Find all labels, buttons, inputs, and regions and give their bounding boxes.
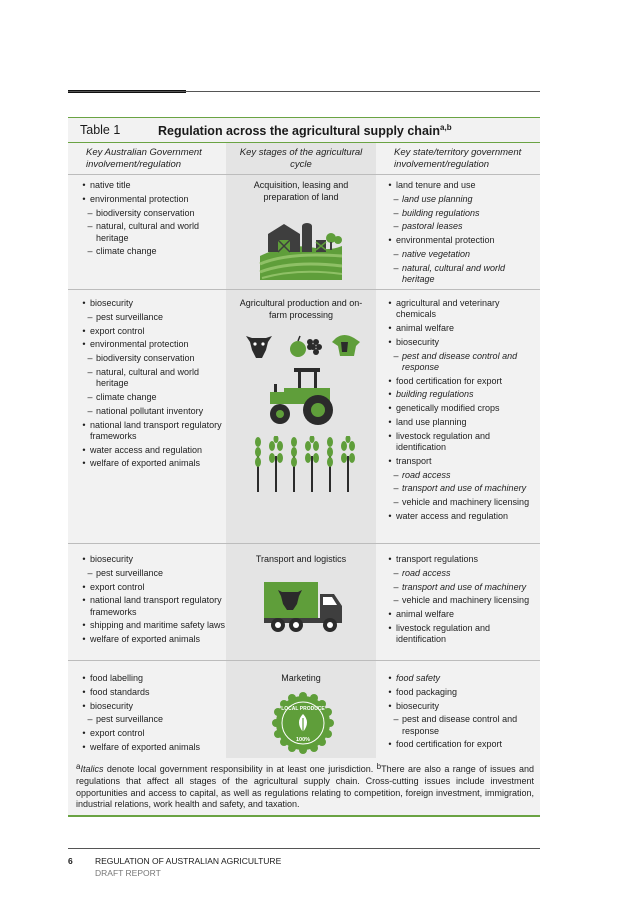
bullet-marker: • <box>388 389 392 400</box>
bullet-text: biosecurity <box>396 700 440 711</box>
sub-bullet-item <box>78 312 228 323</box>
livestock-truck-icon <box>262 578 346 634</box>
dash-marker: – <box>393 469 399 480</box>
sub-bullet-item <box>78 367 228 389</box>
bullet-text: climate change <box>96 246 157 257</box>
dash-marker: – <box>393 207 399 218</box>
bullet-item <box>384 389 540 400</box>
bullet-text: welfare of exported animals <box>90 634 201 645</box>
header-right: Key state/territory government involvement/regulation <box>394 147 522 170</box>
bullet-item <box>384 323 540 334</box>
dash-marker: – <box>393 595 399 606</box>
top-rule <box>68 91 540 92</box>
bullet-marker: • <box>388 554 392 564</box>
bullet-text: natural, cultural and world heritage <box>96 221 200 243</box>
bullet-item <box>78 445 228 456</box>
bullet-item <box>78 673 228 684</box>
bullet-marker: • <box>82 700 86 711</box>
bullet-item <box>384 609 540 620</box>
bullet-text: building regulations <box>402 207 480 218</box>
sub-bullet-item <box>384 351 540 373</box>
bullet-marker: • <box>388 673 392 683</box>
bullet-text: shipping and maritime safety laws <box>90 620 226 631</box>
sub-bullet-item <box>78 208 228 219</box>
table-1 <box>68 117 540 817</box>
sub-bullet-item <box>384 497 540 508</box>
dash-marker: – <box>87 366 93 377</box>
bullet-text: transport regulations <box>396 554 479 564</box>
bullet-marker: • <box>82 634 86 645</box>
sub-bullet-item <box>78 246 228 257</box>
bullet-item <box>384 701 540 712</box>
dash-marker: – <box>87 246 93 257</box>
dash-marker: – <box>87 311 93 322</box>
dash-marker: – <box>393 567 399 578</box>
tractor-icon <box>264 364 344 428</box>
dash-marker: – <box>87 221 93 232</box>
bullet-marker: • <box>82 686 86 697</box>
bullet-text: biosecurity <box>396 336 440 347</box>
sub-bullet-item <box>384 568 540 579</box>
row-3-right <box>384 554 540 645</box>
bullet-item <box>78 420 228 442</box>
bullet-text: animal welfare <box>396 609 455 620</box>
bullet-marker: • <box>388 455 392 466</box>
sub-bullet-item <box>78 406 228 417</box>
dash-marker: – <box>87 353 93 364</box>
bullet-text: land use planning <box>396 416 467 427</box>
footer-rule <box>68 848 540 849</box>
bullet-text: water access and regulation <box>90 444 203 455</box>
bullet-text: biosecurity <box>90 554 134 564</box>
bullet-item <box>78 458 228 469</box>
seal-top-text: LOCAL PRODUCE <box>281 706 325 712</box>
bullet-text: pest surveillance <box>96 714 164 725</box>
farm-land-icon <box>258 216 344 280</box>
bullet-item <box>78 701 228 712</box>
bullet-text: road access <box>402 469 451 480</box>
row-1-stage: Acquisition, leasing and preparation of land <box>253 180 349 202</box>
bullet-item <box>78 582 228 593</box>
bullet-item <box>78 554 228 565</box>
header-rule <box>68 174 540 175</box>
row-2-stage: Agricultural production and on-farm processing <box>239 298 363 320</box>
bullet-item <box>384 417 540 428</box>
dash-marker: – <box>393 193 399 204</box>
sub-bullet-item <box>78 392 228 403</box>
sub-bullet-item <box>384 208 540 219</box>
bullet-text: pest and disease control and response <box>402 350 518 372</box>
bullet-marker: • <box>388 235 392 246</box>
bullet-text: biodiversity conservation <box>96 353 195 364</box>
bullet-text: biosecurity <box>90 700 134 711</box>
sub-bullet-item <box>384 263 540 285</box>
bullet-text: transport and use of machinery <box>402 483 527 494</box>
dash-marker: – <box>393 483 399 494</box>
bullet-text: livestock regulation and identification <box>396 430 491 452</box>
section-rule <box>68 289 540 290</box>
bullet-item <box>78 728 228 739</box>
section-rule <box>68 543 540 544</box>
bullet-text: welfare of exported animals <box>90 458 201 469</box>
bullet-text: food safety <box>396 673 441 683</box>
bullet-text: environmental protection <box>396 235 495 246</box>
sub-bullet-item <box>384 470 540 481</box>
bullet-marker: • <box>82 673 86 683</box>
bullet-text: export control <box>90 728 145 739</box>
bullet-item <box>384 687 540 698</box>
bullet-marker: • <box>82 728 86 739</box>
bullet-text: livestock regulation and identification <box>396 622 491 645</box>
bullet-marker: • <box>82 180 86 190</box>
table-number: Table 1 <box>80 123 121 137</box>
bullet-text: welfare of exported animals <box>90 741 201 752</box>
bullet-text: environmental protection <box>90 339 189 350</box>
sub-bullet-item <box>78 568 228 579</box>
bullet-item <box>384 403 540 414</box>
table-title <box>158 123 452 138</box>
dash-marker: – <box>393 581 399 592</box>
table-bottom-rule <box>68 815 540 817</box>
bullet-marker: • <box>82 620 86 631</box>
bullet-marker: • <box>388 298 392 308</box>
row-2-left <box>78 298 228 470</box>
footnote-a-italic: Italics <box>80 764 104 774</box>
bullet-marker: • <box>388 510 392 521</box>
bullet-marker: • <box>82 444 86 455</box>
bullet-text: native title <box>90 180 131 190</box>
sub-bullet-item <box>384 483 540 494</box>
dash-marker: – <box>87 567 93 578</box>
bullet-item <box>78 634 228 645</box>
bullet-marker: • <box>82 741 86 752</box>
bullet-text: food packaging <box>396 686 458 697</box>
bullet-text: natural, cultural and world heritage <box>402 262 506 284</box>
bullet-marker: • <box>388 700 392 711</box>
wheat-crops-icon <box>248 436 360 492</box>
dash-marker: – <box>393 248 399 259</box>
sub-bullet-item <box>78 714 228 725</box>
bullet-marker: • <box>82 458 86 469</box>
bullet-text: national pollutant inventory <box>96 405 204 416</box>
bullet-item <box>78 180 228 191</box>
dash-marker: – <box>393 350 399 361</box>
bullet-text: transport <box>396 455 432 466</box>
dash-marker: – <box>87 714 93 725</box>
dash-marker: – <box>87 391 93 402</box>
bullet-marker: • <box>388 375 392 386</box>
sub-bullet-item <box>384 221 540 232</box>
row-3-left <box>78 554 228 645</box>
bullet-item <box>78 742 228 753</box>
livestock-produce-icon <box>244 332 364 360</box>
bullet-text: building regulations <box>396 389 474 400</box>
table-footnote <box>76 761 534 811</box>
bullet-text: national land transport regulatory frameworks <box>90 419 222 441</box>
bullet-text: export control <box>90 325 145 336</box>
section-rule <box>68 660 540 661</box>
bullet-text: biosecurity <box>90 298 134 308</box>
bullet-text: environmental protection <box>90 193 189 204</box>
bullet-text: food certification for export <box>396 739 503 750</box>
bullet-marker: • <box>82 339 86 350</box>
bullet-item <box>384 739 540 750</box>
bullet-text: biodiversity conservation <box>96 207 195 218</box>
bullet-text: land use planning <box>402 193 473 204</box>
dash-marker: – <box>393 221 399 232</box>
dash-marker: – <box>393 714 399 725</box>
bullet-text: native vegetation <box>402 248 471 259</box>
dash-marker: – <box>393 262 399 273</box>
bullet-marker: • <box>388 609 392 620</box>
bullet-marker: • <box>388 686 392 697</box>
bullet-text: transport and use of machinery <box>402 581 527 592</box>
sub-bullet-item <box>78 353 228 364</box>
footnote-a-text: denote local government responsibility in at least one jurisdiction. <box>103 764 377 774</box>
bullet-text: pest and disease control and response <box>402 714 518 736</box>
bullet-item <box>78 595 228 617</box>
bullet-text: vehicle and machinery licensing <box>402 595 530 606</box>
bullet-item <box>384 554 540 565</box>
row-1-right <box>384 180 540 285</box>
bullet-text: genetically modified crops <box>396 403 500 414</box>
bullet-text: natural, cultural and world heritage <box>96 366 200 389</box>
bullet-text: pest surveillance <box>96 311 164 322</box>
bullet-marker: • <box>388 739 392 750</box>
bullet-marker: • <box>82 193 86 204</box>
sub-bullet-item <box>384 582 540 593</box>
bullet-item <box>384 298 540 320</box>
bullet-item <box>78 298 228 309</box>
footer-report-title: REGULATION OF AUSTRALIAN AGRICULTURE <box>95 856 282 866</box>
sub-bullet-item <box>384 714 540 736</box>
page-number: 6 <box>68 856 73 866</box>
bullet-item <box>78 339 228 350</box>
bullet-marker: • <box>388 416 392 427</box>
bullet-marker: • <box>388 430 392 441</box>
row-4-left <box>78 673 228 753</box>
row-4-right <box>384 673 540 751</box>
bullet-text: climate change <box>96 391 157 402</box>
row-2-right <box>384 298 540 522</box>
bullet-marker: • <box>388 180 392 190</box>
header-left: Key Australian Government involvement/regulation <box>86 147 202 170</box>
footer-report-status: DRAFT REPORT <box>95 868 161 878</box>
bullet-text: pest surveillance <box>96 567 164 578</box>
bullet-marker: • <box>82 325 86 336</box>
produce-seal-icon <box>272 692 334 754</box>
bullet-item <box>384 180 540 191</box>
bullet-marker: • <box>388 336 392 347</box>
bullet-text: road access <box>402 567 451 578</box>
sub-bullet-item <box>384 595 540 606</box>
bullet-item <box>384 673 540 684</box>
bullet-item <box>78 194 228 205</box>
sub-bullet-item <box>384 194 540 205</box>
bullet-item <box>384 235 540 246</box>
bullet-marker: • <box>82 581 86 592</box>
bullet-item <box>78 687 228 698</box>
bullet-text: land tenure and use <box>396 180 476 190</box>
bullet-item <box>384 337 540 348</box>
bullet-text: vehicle and machinery licensing <box>402 497 530 508</box>
dash-marker: – <box>87 207 93 218</box>
table-title-text: Regulation across the agricultural supply chain <box>158 124 441 138</box>
bullet-text: pastoral leases <box>402 221 463 232</box>
bullet-text: export control <box>90 581 145 592</box>
header-middle: Key stages of the agricultural cycle <box>239 147 363 170</box>
bullet-text: food certification for export <box>396 375 503 386</box>
bullet-text: food labelling <box>90 673 144 683</box>
bullet-text: food standards <box>90 686 150 697</box>
bullet-marker: • <box>82 419 86 430</box>
bullet-marker: • <box>82 298 86 308</box>
bullet-item <box>384 456 540 467</box>
bullet-item <box>384 623 540 645</box>
bullet-marker: • <box>82 554 86 564</box>
bullet-text: agricultural and veterinary chemicals <box>396 298 500 320</box>
sub-bullet-item <box>78 221 228 243</box>
bullet-marker: • <box>82 595 86 606</box>
bullet-text: national land transport regulatory frameworks <box>90 595 222 617</box>
footnote-b-marker: b <box>376 762 382 771</box>
bullet-marker: • <box>388 323 392 333</box>
dash-marker: – <box>393 497 399 508</box>
table-title-sup: a,b <box>440 123 452 132</box>
bullet-item <box>384 511 540 522</box>
bullet-item <box>78 326 228 337</box>
bullet-text: water access and regulation <box>396 510 509 521</box>
bullet-item <box>384 376 540 387</box>
bullet-marker: • <box>388 622 392 633</box>
footnote-b-text: There are also a range of issues and regulations that affect all stages of the agricultural supply chain. Cross-cutting issues include investment opportunities and access to capital, as well as regulations relating to competition, foreign investment, immigration, industrial relations, work health and safety, and taxation. <box>76 764 534 810</box>
bullet-text: animal welfare <box>396 323 455 333</box>
bullet-item <box>78 620 228 631</box>
bullet-item <box>384 431 540 453</box>
dash-marker: – <box>87 405 93 416</box>
footnote-a-marker: a <box>76 762 81 771</box>
sub-bullet-item <box>384 249 540 260</box>
row-1-left <box>78 180 228 258</box>
seal-bottom-text: 100% <box>295 737 311 743</box>
row-3-stage: Transport and logistics <box>255 554 347 564</box>
bullet-marker: • <box>388 403 392 414</box>
row-4-stage: Marketing <box>281 673 321 683</box>
